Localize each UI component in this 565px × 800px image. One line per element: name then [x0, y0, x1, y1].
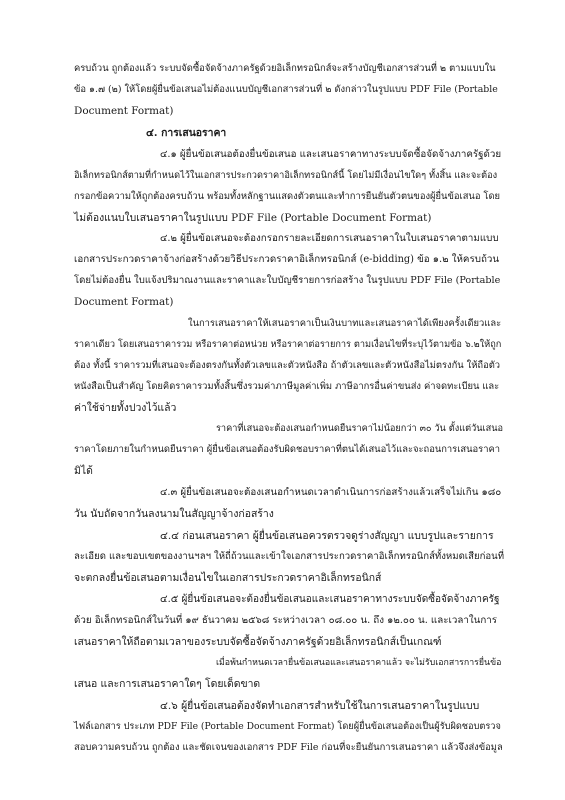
paragraph-start: ๔.๒ ผู้ยื่นข้อเสนอจะต้องกรอกรายละเอียดการเสนอราคาในใบเสนอราคาตามแบบ	[160, 233, 499, 244]
text-line: Document Format)	[74, 296, 174, 308]
paragraph-start: ราคาที่เสนอจะต้องเสนอกำหนดยืนราคาไม่น้อยกว่า ๓๐ วัน ตั้งแต่วันเสนอ	[216, 423, 504, 434]
text-line: โดยไม่ต้องยื่น ใบแจ้งปริมาณงานและราคาและใบบัญชีรายการก่อสร้าง ในรูปแบบ PDF File (Portable	[74, 275, 501, 286]
text-line: ข้อ ๑.๗ (๒) ให้โดยผู้ยื่นข้อเสนอไม่ต้องแนบบัญชีเอกสารส่วนที่ ๒ ดังกล่าวในรูปแบบ PDF File (Portable	[74, 84, 498, 95]
paragraph-start: เมื่อพ้นกำหนดเวลายื่นข้อเสนอและเสนอราคาแล้ว จะไม่รับเอกสารการยื่นข้อ	[216, 658, 502, 668]
paragraph-start: ๔.๑ ผู้ยื่นข้อเสนอต้องยื่นข้อเสนอ และเสนอราคาทางระบบจัดซื้อจัดจ้างภาครัฐด้วย	[160, 149, 502, 160]
text-line: กรอกข้อความให้ถูกต้องครบถ้วน พร้อมทั้งหลักฐานแสดงตัวตนและทำการยืนยันตัวตนของผู้ยื่นข้อเสนอ โดย	[74, 191, 501, 202]
text-line: ครบถ้วน ถูกต้องแล้ว ระบบจัดซื้อจัดจ้างภาครัฐด้วยอิเล็กทรอนิกส์จะสร้างบัญชีเอกสารส่วนที่ ๒ ตามแบบใน	[74, 63, 496, 74]
text-line: ค่าใช้จ่ายทั้งปวงไว้แล้ว	[74, 402, 177, 414]
text-line: เสนอ และการเสนอราคาใดๆ โดยเด็ดขาด	[74, 678, 261, 690]
paragraph-start: ในการเสนอราคาให้เสนอราคาเป็นเงินบาทและเสนอราคาได้เพียงครั้งเดียวและ	[188, 318, 502, 329]
text-line: หนังสือเป็นสำคัญ โดยคิดราคารวมทั้งสิ้นซึ่งรวมค่าภาษีมูลค่าเพิ่ม ภาษีอากรอื่นค่าขนส่ง ค่าจดทะเบียน และ	[74, 381, 500, 392]
text-line: มิได้	[74, 465, 93, 477]
paragraph-start: ๔.๔ ก่อนเสนอราคา ผู้ยื่นข้อเสนอควรตรวจดูร่างสัญญา แบบรูปและรายการ	[160, 530, 494, 542]
paragraph-start: ๔.๖ ผู้ยื่นข้อเสนอต้องจัดทำเอกสารสำหรับใช้ในการเสนอราคาในรูปแบบ	[160, 700, 480, 712]
text-line: ไม่ต้องแนบใบเสนอราคาในรูปแบบ PDF File (Portable Document Format)	[74, 212, 432, 224]
text-line: ด้วย อิเล็กทรอนิกส์ในวันที่ ๑๙ ธันวาคม ๒๕๖๘ ระหว่างเวลา ๐๘.๐๐ น. ถึง ๑๒.๐๐ น. และเวลาในการ	[74, 615, 498, 626]
text-line: เสนอราคาให้ถือตามเวลาของระบบจัดซื้อจัดจ้างภาครัฐด้วยอิเล็กทรอนิกส์เป็นเกณฑ์	[74, 636, 442, 648]
section-heading: ๔. การเสนอราคา	[146, 127, 227, 139]
text-line: ต้อง ทั้งนี้ ราคารวมที่เสนอจะต้องตรงกันทั้งตัวเลขและตัวหนังสือ ถ้าตัวเลขและตัวหนังสือไม่ตรงกัน ให้ถือตัว	[74, 360, 501, 371]
text-line: Document Format)	[74, 105, 174, 117]
text-line: วัน นับถัดจากวันลงนามในสัญญาจ้างก่อสร้าง	[74, 508, 274, 520]
paragraph-start: ๔.๓ ผู้ยื่นข้อเสนอจะต้องเสนอกำหนดเวลาดำเนินการก่อสร้างแล้วเสร็จไม่เกิน ๑๘๐	[160, 487, 502, 498]
text-line: สอบความครบถ้วน ถูกต้อง และชัดเจนของเอกสาร PDF File ก่อนที่จะยืนยันการเสนอราคา แล้วจึงส่งข้อมูล	[74, 742, 503, 753]
text-line: ไฟล์เอกสาร ประเภท PDF File (Portable Document Format) โดยผู้ยื่นข้อเสนอต้องเป็นผู้รับผิดชอบตรวจ	[74, 721, 501, 732]
text-line: ราคาเดียว โดยเสนอราคารวม หรือราคาต่อหน่วย หรือราคาต่อรายการ ตามเงื่อนไขที่ระบุไว้ตามข้อ ๖.๒ให้ถูก	[74, 339, 502, 350]
text-line: ราคาโดยภายในกำหนดยืนราคา ผู้ยื่นข้อเสนอต้องรับผิดชอบราคาที่ตนได้เสนอไว้และจะถอนการเสนอราคา	[74, 444, 501, 455]
text-line: จะตกลงยื่นข้อเสนอตามเงื่อนไขในเอกสารประกวดราคาอิเล็กทรอนิกส์	[74, 572, 382, 584]
paragraph-start: ๔.๕ ผู้ยื่นข้อเสนอจะต้องยื่นข้อเสนอและเสนอราคาทางระบบจัดซื้อจัดจ้างภาครัฐ	[160, 594, 500, 605]
text-line: อิเล็กทรอนิกส์ตามที่กำหนดไว้ในเอกสารประกวดราคาอิเล็กทรอนิกส์นี้ โดยไม่มีเงื่อนไขใดๆ ทั้งสิ้น และจะต้อง	[74, 170, 498, 181]
text-line: ละเอียด และขอบเขตของงานฯลฯ ให้ถี่ถ้วนและเข้าใจเอกสารประกวดราคาอิเล็กทรอนิกส์ทั้งหมดเสียก่อนที่	[74, 551, 505, 562]
text-line: เอกสารประกวดราคาจ้างก่อสร้างด้วยวิธีประกวดราคาอิเล็กทรอนิกส์ (e-bidding) ข้อ ๑.๒ ให้ครบถ้วน	[74, 254, 500, 265]
